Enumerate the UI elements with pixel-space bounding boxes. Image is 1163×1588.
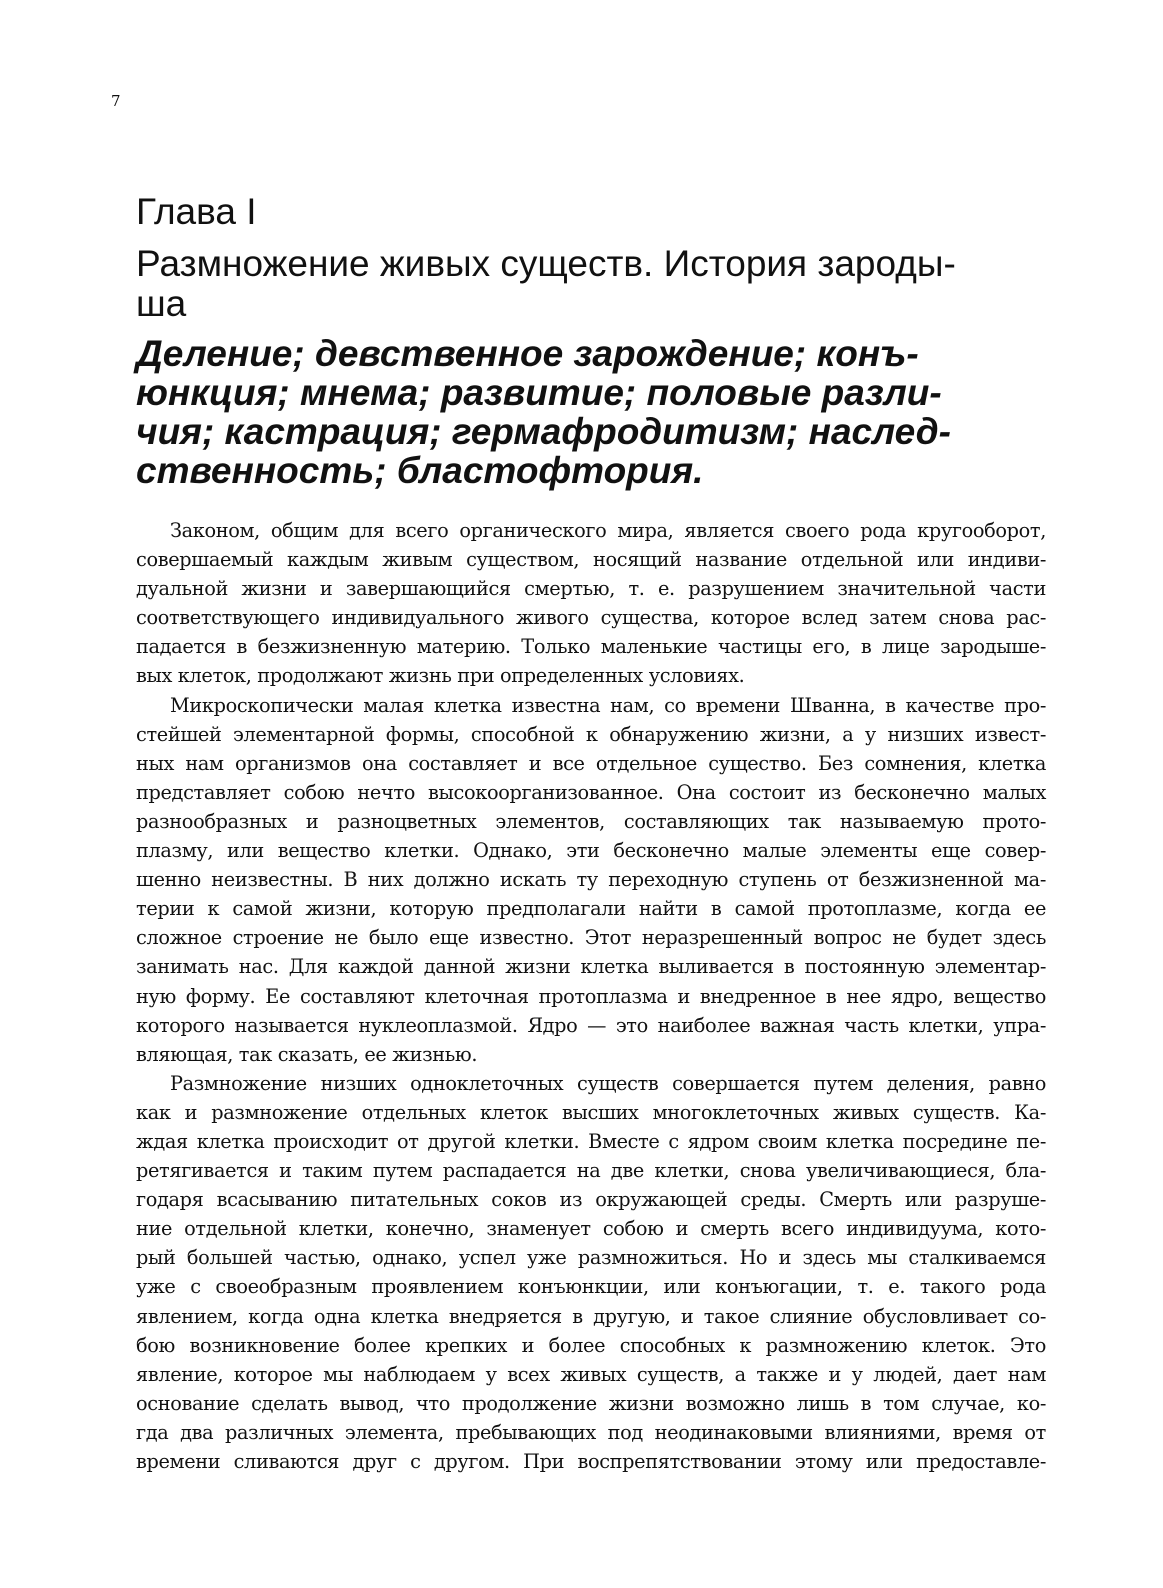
- body-line: явлением, когда одна клетка внедряется в другую, и такое слияние обусловливает со-: [136, 1304, 1046, 1328]
- body-line: стейшей элементарной формы, способной к обнаружению жизни, а у низших извест-: [136, 722, 1046, 746]
- body-line: совершаемый каждым живым существом, носящий название отдельной или индиви-: [136, 548, 1046, 572]
- body-line: времени сливаются друг с другом. При воспрепятствовании этому или предоставле-: [136, 1450, 1046, 1473]
- body-line: уже с своеобразным проявлением конъюнкции, или конъюгации, т. е. такого рода: [136, 1275, 1046, 1299]
- chapter-subtitle: [136, 334, 1036, 490]
- body-line: гда два различных элемента, пребывающих под неодинаковыми влияниями, время от: [136, 1420, 1046, 1444]
- body-line: соответствующего индивидуального живого существа, которое вслед затем снова рас-: [136, 606, 1046, 630]
- chapter-subtitle-line: юнкция; мнема; развитие; половые разли-: [136, 372, 942, 413]
- chapter-title-line: ша: [136, 283, 187, 324]
- body-line: ных нам организмов она составляет и все отдельное существо. Без сомнения, клетка: [136, 751, 1046, 775]
- page-number: 7: [111, 92, 121, 110]
- body-line: терии к самой жизни, которую предполагали найти в самой протоплазме, когда ее: [136, 897, 1046, 921]
- body-line: основание сделать вывод, что продолжение жизни возможно лишь в том случае, ко-: [136, 1391, 1046, 1415]
- body-line: сложное строение не было еще известно. Этот неразрешенный вопрос не будет здесь: [136, 926, 1046, 950]
- body-line: годаря всасыванию питательных соков из окружающей среды. Смерть или разруше-: [136, 1188, 1046, 1212]
- chapter-title: [136, 244, 1036, 324]
- body-line: Размножение низших одноклеточных существ совершается путем деления, равно: [170, 1071, 1046, 1095]
- chapter-subtitle-line: Деление; девственное зарождение; конъ-: [136, 333, 919, 374]
- body-line: вых клеток, продолжают жизнь при определенных условиях.: [136, 664, 745, 688]
- body-line: шенно неизвестны. В них должно искать ту переходную ступень от безжизненной ма-: [136, 868, 1046, 892]
- body-text: [136, 516, 1046, 1476]
- body-line: представляет собою нечто высокоорганизованное. Она состоит из бесконечно малых: [136, 780, 1046, 804]
- body-line: ретягивается и таким путем распадается на две клетки, снова увеличивающиеся, бла-: [136, 1159, 1046, 1183]
- body-line: которого называется нуклеоплазмой. Ядро — это наиболее важная часть клетки, упра-: [136, 1013, 1046, 1037]
- body-line: дуальной жизни и завершающийся смертью, т. е. разрушением значительной части: [136, 577, 1046, 601]
- body-line: вляющая, так сказать, ее жизнью.: [136, 1042, 478, 1066]
- chapter-label: Глава I: [136, 191, 257, 232]
- body-line: бою возникновение более крепких и более способных к размножению клеток. Это: [136, 1333, 1046, 1357]
- body-line: Законом, общим для всего органического мира, является своего рода кругооборот,: [170, 519, 1046, 542]
- body-line: Микроскопически малая клетка известна нам, со времени Шванна, в качестве про-: [170, 693, 1046, 717]
- body-line: падается в безжизненную материю. Только маленькие частицы его, в лице зародыше-: [136, 635, 1046, 659]
- body-line: ждая клетка происходит от другой клетки. Вместе с ядром своим клетка посредине пе-: [136, 1129, 1046, 1153]
- body-line: явление, которое мы наблюдаем у всех живых существ, а также и у людей, дает нам: [136, 1362, 1046, 1386]
- body-line: плазму, или вещество клетки. Однако, эти бесконечно малые элементы еще совер-: [136, 839, 1046, 863]
- body-line: рый большей частью, однако, успел уже размножиться. Но и здесь мы сталкиваемся: [136, 1246, 1046, 1270]
- body-line: ние отдельной клетки, конечно, знаменует собою и смерть всего индивидуума, кото-: [136, 1217, 1046, 1241]
- body-line: разнообразных и разноцветных элементов, составляющих так называемую прото-: [136, 809, 1046, 833]
- chapter-title-line: Размножение живых существ. История зароды-: [136, 243, 956, 284]
- body-line: как и размножение отдельных клеток высших многоклеточных живых существ. Ка-: [136, 1100, 1046, 1124]
- chapter-subtitle-line: чия; кастрация; гермафродитизм; наслед-: [136, 411, 951, 452]
- body-line: занимать нас. Для каждой данной жизни клетка выливается в постоянную элементар-: [136, 955, 1046, 979]
- body-line: ную форму. Ее составляют клеточная протоплазма и внедренное в нее ядро, вещество: [136, 984, 1046, 1008]
- chapter-subtitle-line: ственность; бластофтория.: [136, 450, 704, 491]
